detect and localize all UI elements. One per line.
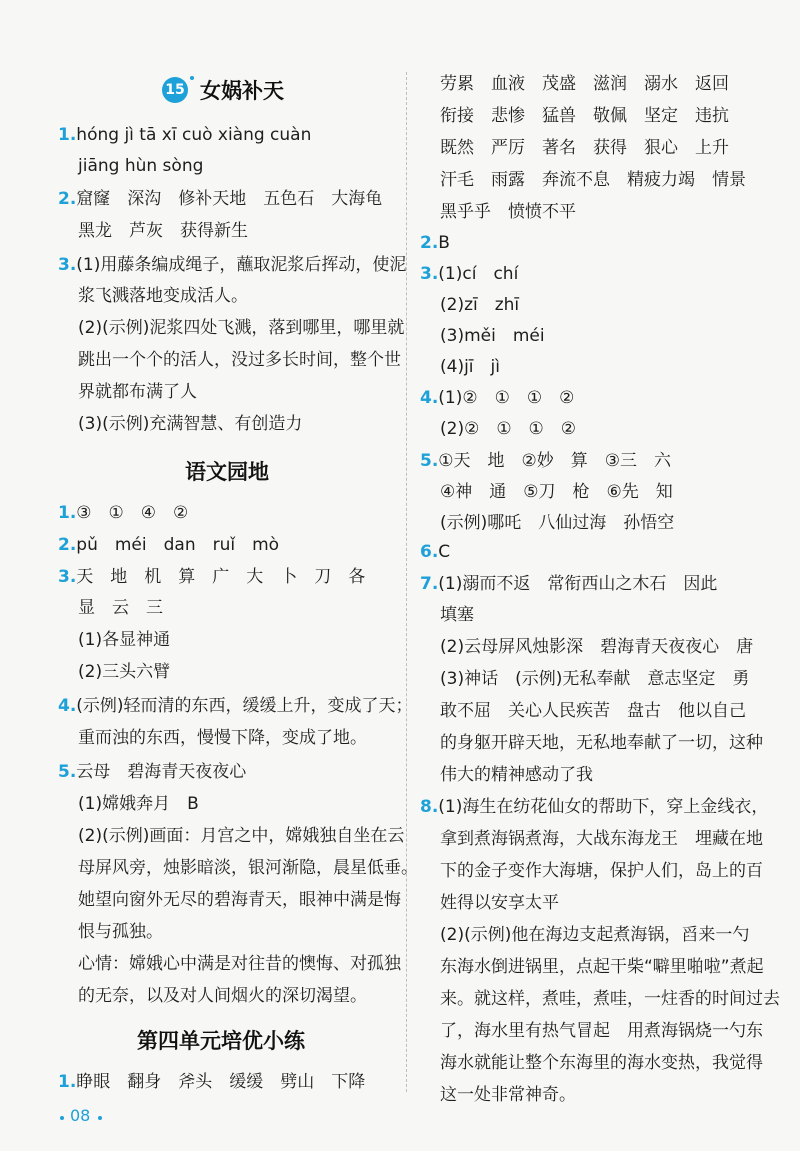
q1-number: 1. (58, 125, 77, 145)
lesson-title: 女娲补天 (200, 79, 284, 103)
r7-line5: 敢不屈 关心人民疾苦 盘古 他以自己 (440, 701, 746, 721)
r8-line1: (1)海生在纺花仙女的帮助下，穿上金线衣， (438, 797, 769, 817)
r1-line1: 劳累 血液 茂盛 滋润 溺水 返回 (440, 74, 729, 94)
y5-line8: 的无奈，以及对人间烟火的深切渴望。 (78, 986, 367, 1006)
r1-line5: 黑乎乎 愤愤不平 (440, 202, 576, 222)
y5-line6: 恨与孤独。 (78, 922, 163, 942)
y5-line5: 她望向窗外无尽的碧海青天，眼神中满是悔 (78, 890, 401, 910)
r3-line2: (2)zī zhī (440, 295, 520, 315)
r3-line1: (1)cí chí (438, 264, 519, 284)
q3-number: 3. (58, 255, 77, 275)
y1-number: 1. (58, 503, 77, 523)
r8-line5: (2)(示例)他在海边支起煮海锅，舀来一勺 (440, 925, 750, 945)
r5-line1: ①天 地 ②妙 算 ③三 六 (438, 451, 672, 471)
r3-line4: (4)jī jì (440, 357, 500, 377)
page-dot-right-icon (98, 1116, 102, 1120)
q1-line1: hóng jì tā xī cuò xiàng cuàn (76, 125, 312, 145)
y5-line1: 云母 碧海青天夜夜心 (76, 762, 247, 782)
r6-line1: C (438, 542, 451, 562)
q3-line3: (2)(示例)泥浆四处飞溅，落到哪里，哪里就 (78, 318, 405, 338)
r5-number: 5. (420, 451, 439, 471)
q2-line1: 窟窿 深沟 修补天地 五色石 大海龟 (76, 189, 383, 209)
y4-line2: 重而浊的东西，慢慢下降，变成了地。 (78, 728, 367, 748)
page-number: 08 (70, 1106, 91, 1125)
r1-line2: 衔接 悲惨 猛兽 敬佩 坚定 违抗 (440, 106, 729, 126)
r3-number: 3. (420, 264, 439, 284)
badge-dot-icon (190, 76, 194, 80)
r7-line1: (1)溺而不返 常衔西山之木石 因此 (438, 574, 718, 594)
r3-line3: (3)měi méi (440, 326, 545, 346)
r1-line4: 汗毛 雨露 奔流不息 精疲力竭 情景 (440, 170, 746, 190)
lesson-number-badge: 15 (162, 77, 188, 103)
q3-line2: 浆飞溅落地变成活人。 (78, 286, 248, 306)
r8-line9: 海水就能让整个东海里的海水变热，我觉得 (440, 1053, 763, 1073)
r4-line1: (1)② ① ① ② (438, 388, 575, 408)
r7-number: 7. (420, 574, 439, 594)
q3-line6: (3)(示例)充满智慧、有创造力 (78, 414, 303, 434)
r8-line2: 拿到煮海锅煮海，大战东海龙王 埋藏在地 (440, 829, 763, 849)
r7-line4: (3)神话 (示例)无私奉献 意志坚定 勇 (440, 669, 750, 689)
y1-line1: ③ ① ④ ② (76, 503, 189, 523)
column-divider (406, 72, 407, 1092)
y5-line3: (2)(示例)画面：月宫之中，嫦娥独自坐在云 (78, 826, 405, 846)
r8-line4: 姓得以安享太平 (440, 893, 559, 913)
section-title-yuwen: 语文园地 (185, 460, 269, 484)
r7-line6: 的身躯开辟天地，无私地奉献了一切，这种 (440, 733, 763, 753)
q3-line5: 界就都布满了人 (78, 382, 197, 402)
y3-line3: (1)各显神通 (78, 630, 171, 650)
r2-number: 2. (420, 233, 439, 253)
r5-line3: (示例)哪吒 八仙过海 孙悟空 (440, 513, 675, 533)
q3-line1: (1)用藤条编成绳子，蘸取泥浆后挥动，使泥 (76, 255, 407, 275)
r6-number: 6. (420, 542, 439, 562)
u1-line1: 睁眼 翻身 斧头 缓缓 劈山 下降 (76, 1072, 366, 1092)
q1-line2: jiāng hùn sòng (78, 156, 204, 176)
r2-line1: B (438, 233, 450, 253)
y3-line2: 显 云 三 (78, 598, 163, 618)
u1-number: 1. (58, 1072, 77, 1092)
r4-line2: (2)② ① ① ② (440, 419, 577, 439)
r4-number: 4. (420, 388, 439, 408)
y3-line4: (2)三头六臂 (78, 662, 171, 682)
q3-line4: 跳出一个个的活人，没过多长时间，整个世 (78, 350, 401, 370)
section-title-unit: 第四单元培优小练 (137, 1029, 305, 1053)
y4-line1: (示例)轻而清的东西，缓缓上升，变成了天； (76, 696, 413, 716)
y2-number: 2. (58, 535, 77, 555)
y5-line4: 母屏风旁，烛影暗淡，银河渐隐，晨星低垂。 (78, 858, 418, 878)
r8-line8: 了，海水里有热气冒起 用煮海锅烧一勺东 (440, 1021, 763, 1041)
r8-number: 8. (420, 797, 439, 817)
y2-line1: pǔ méi dan ruǐ mò (76, 535, 280, 555)
q2-line2: 黑龙 芦灰 获得新生 (78, 221, 248, 241)
q2-number: 2. (58, 189, 77, 209)
y5-line2: (1)嫦娥奔月 B (78, 794, 199, 814)
r8-line7: 来。就这样，煮哇，煮哇，一炷香的时间过去 (440, 989, 780, 1009)
r5-line2: ④神 通 ⑤刀 枪 ⑥先 知 (440, 482, 673, 502)
r7-line7: 伟大的精神感动了我 (440, 765, 593, 785)
y4-number: 4. (58, 696, 77, 716)
page-dot-left-icon (60, 1116, 64, 1120)
y3-number: 3. (58, 567, 77, 587)
r8-line6: 东海水倒进锅里，点起干柴“噼里啪啦”煮起 (440, 957, 764, 977)
y3-line1: 天 地 机 算 广 大 卜 刀 各 (76, 567, 366, 587)
r8-line10: 这一处非常神奇。 (440, 1085, 576, 1105)
r8-line3: 下的金子变作大海塘，保护人们，岛上的百 (440, 861, 763, 881)
r7-line3: (2)云母屏风烛影深 碧海青天夜夜心 唐 (440, 637, 754, 657)
r1-line3: 既然 严厉 著名 获得 狠心 上升 (440, 138, 729, 158)
y5-line7: 心情：嫦娥心中满是对往昔的懊悔、对孤独 (78, 954, 401, 974)
y5-number: 5. (58, 762, 77, 782)
r7-line2: 填塞 (440, 605, 474, 625)
